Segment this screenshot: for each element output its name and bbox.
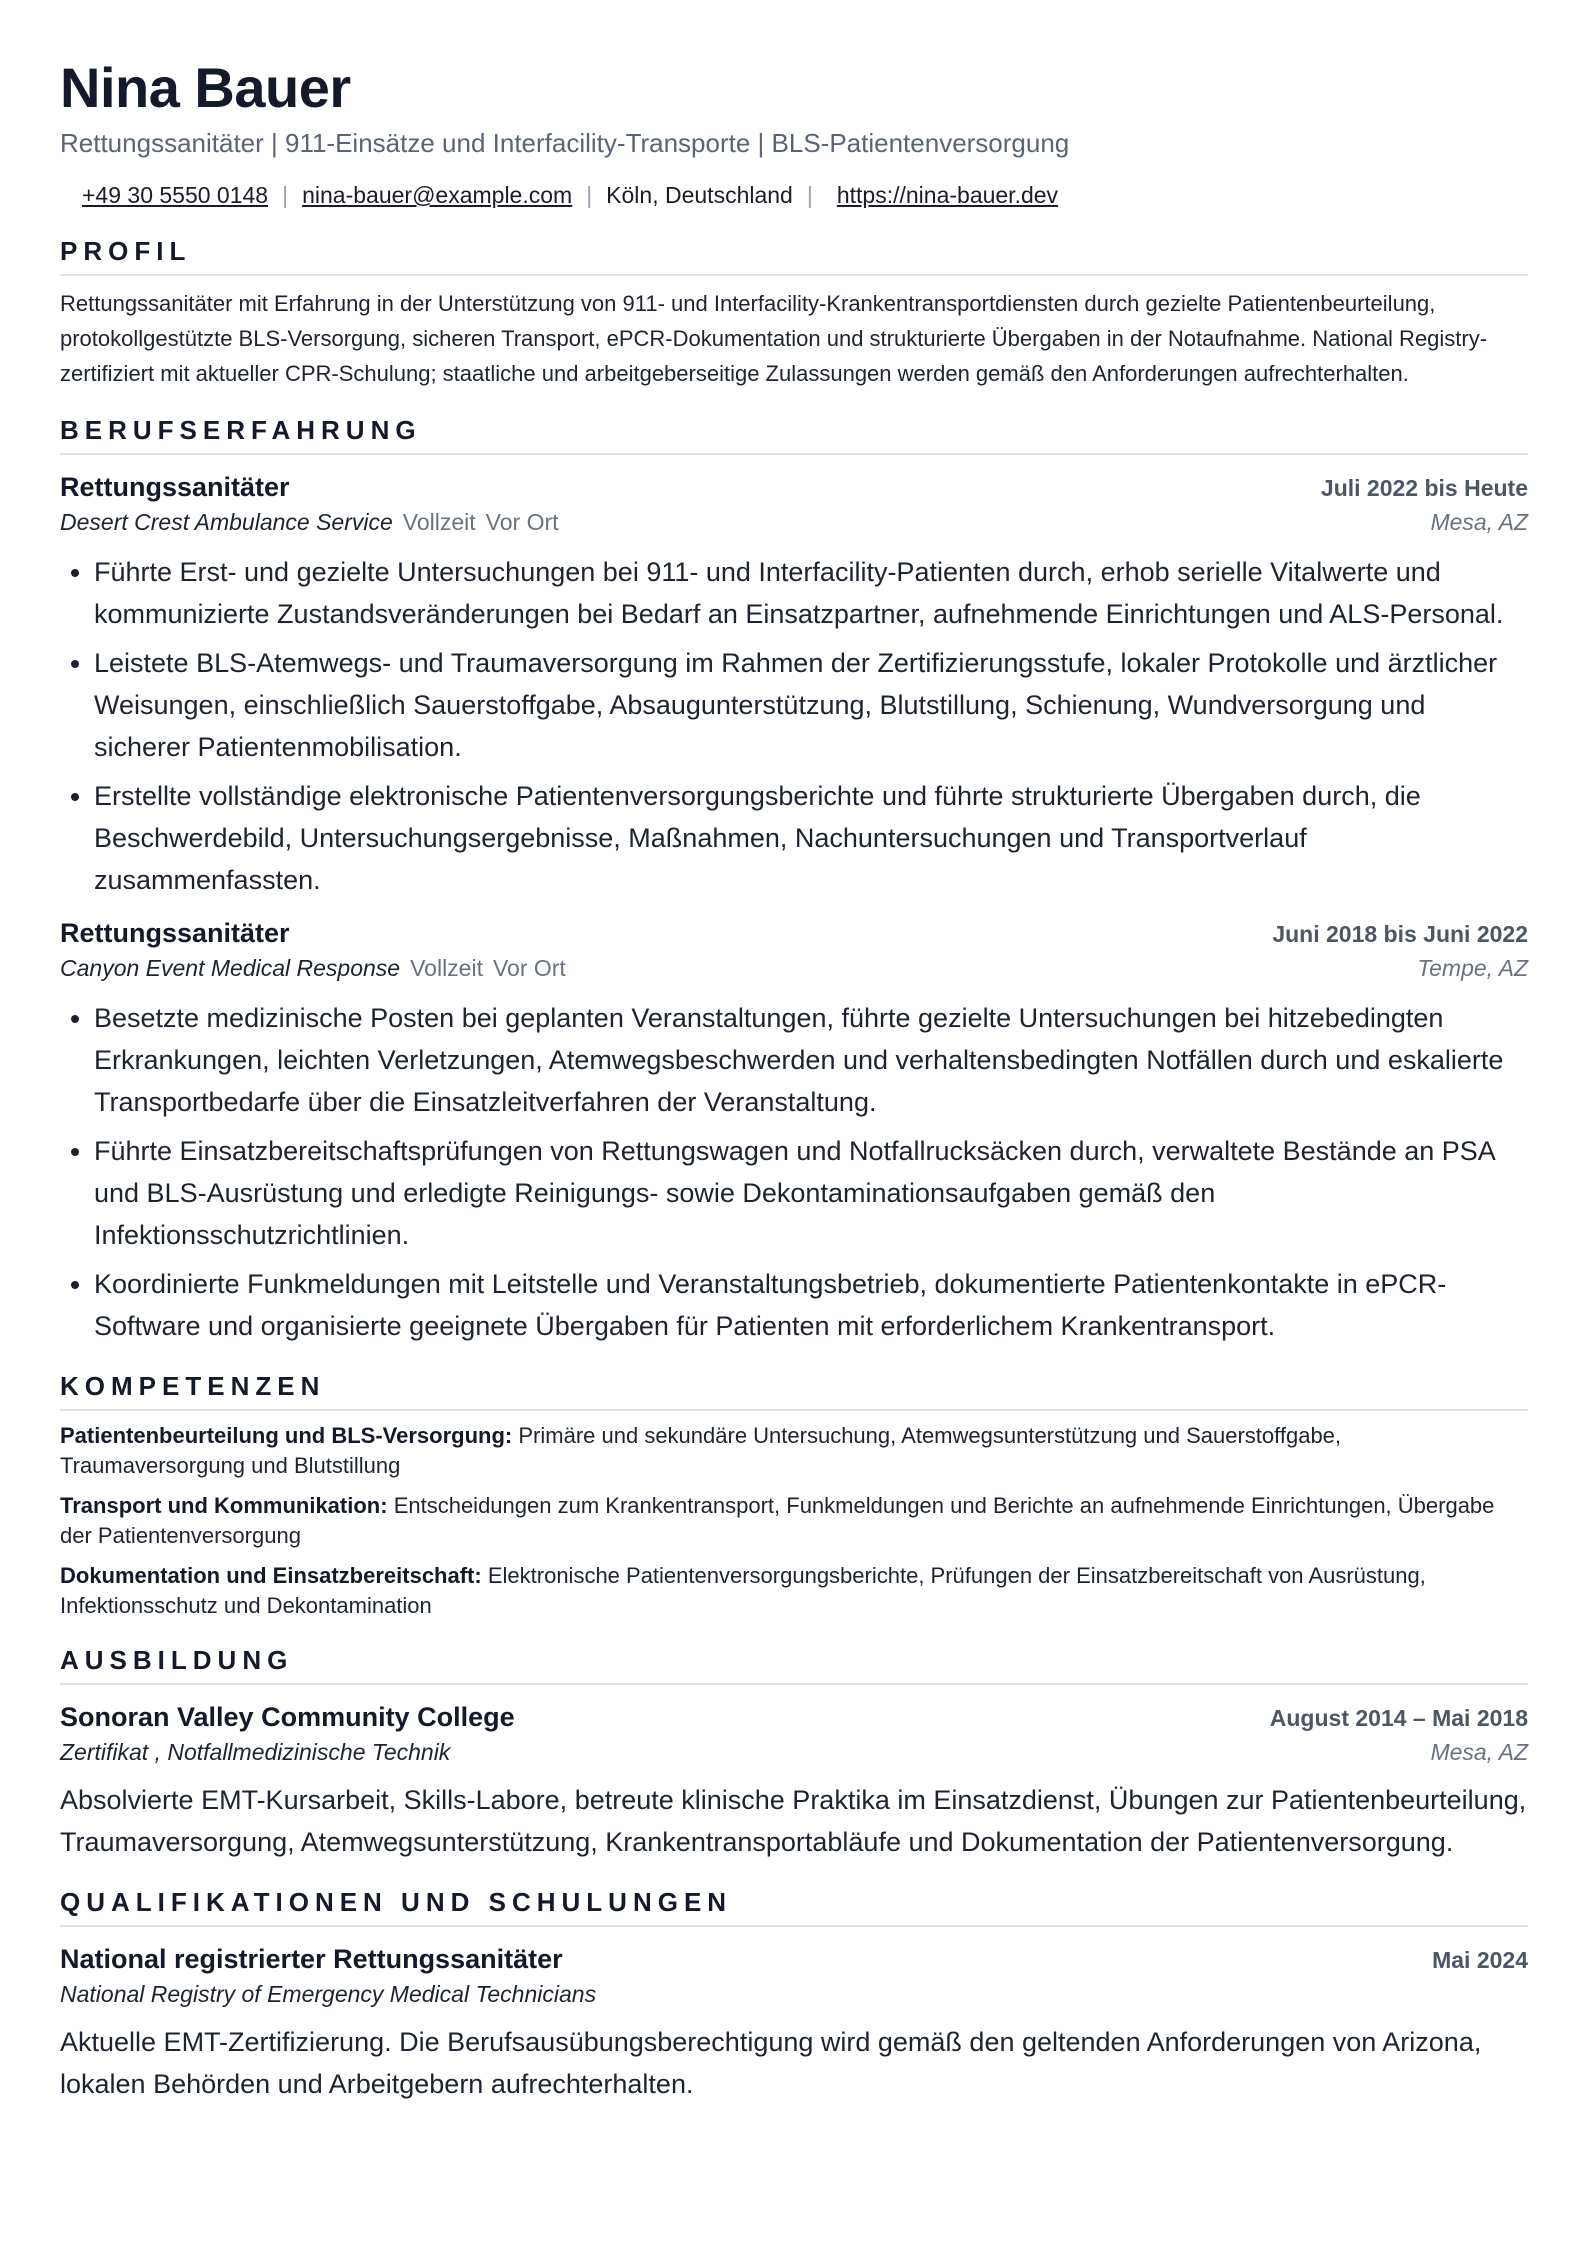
job-location: Tempe, AZ [1417, 955, 1528, 981]
education-location: Mesa, AZ [1430, 1739, 1528, 1765]
skill-label: Dokumentation und Einsatzbereitschaft: [60, 1563, 482, 1588]
contact-line [60, 178, 1528, 212]
profile-section [60, 234, 1528, 391]
candidate-name: Nina Bauer [60, 56, 351, 119]
skill-text: Elektronische Patientenversorgungsberichte, Prüfungen der Einsatzbereitschaft von Ausrüstung, Infektionsschutz und Dekontamination [60, 1563, 1426, 1618]
contact-separator: | [282, 182, 289, 208]
skill-item [60, 1421, 1528, 1481]
education-date: August 2014 – Mai 2018 [1269, 1705, 1528, 1731]
job-type: Vollzeit [402, 509, 476, 535]
job-bullet: • Leistete BLS-Atemwegs- und Traumaversorgung im Rahmen der Zertifizierungsstufe, lokaler Protokolle und ärztlicher Weisungen, einschließlich Sauerstoffgabe, Absaugunterstützung, Blutstillung, Schienung, Wundversorgung und sicherer Patientenmobilisation. [94, 642, 1528, 768]
job-mode: Vor Ort [492, 955, 566, 981]
phone-link[interactable]: +49 30 5550 0148 [82, 182, 269, 208]
section-title: AUSBILDUNG [60, 1643, 1528, 1685]
job-company: Desert Crest Ambulance Service [60, 509, 393, 535]
certification-issuer: National Registry of Emergency Medical Technicians [60, 1981, 597, 2007]
job-type: Vollzeit [410, 955, 483, 981]
job-date: Juli 2022 bis Heute [1320, 475, 1528, 501]
skills-section [60, 1369, 1528, 1621]
website-link[interactable]: https://nina-bauer.dev [836, 182, 1059, 208]
certification-name: National registrierter Rettungssanitäter [60, 1944, 563, 1974]
experience-section [60, 413, 1528, 1347]
job-bullet: • Erstellte vollständige elektronische Patientenversorgungsberichte und führte strukturierte Übergaben durch, die Beschwerdebild, Untersuchungsergebnisse, Maßnahmen, Nachuntersuchungen und Transportverlauf zusammenfassten. [94, 775, 1528, 901]
section-title: PROFIL [60, 234, 1528, 276]
location-text: Köln, Deutschland [606, 182, 793, 208]
job-location: Mesa, AZ [1430, 509, 1528, 535]
school-name: Sonoran Valley Community College [60, 1702, 515, 1732]
education-section [60, 1643, 1528, 1863]
section-title: KOMPETENZEN [60, 1369, 1528, 1411]
certification-description: Aktuelle EMT-Zertifizierung. Die Berufsausübungsberechtigung wird gemäß den geltenden Anforderungen von Arizona, lokalen Behörden und Arbeitgebern aufrechterhalten. [60, 2027, 1482, 2099]
skill-text: Entscheidungen zum Krankentransport, Funkmeldungen und Berichte an aufnehmende Einrichtungen, Übergabe der Patientenversorgung [60, 1493, 1495, 1548]
certification-date: Mai 2024 [1432, 1947, 1528, 1973]
job-title: Rettungssanitäter [60, 472, 290, 502]
education-description: Absolvierte EMT-Kursarbeit, Skills-Labore, betreute klinische Praktika im Einsatzdienst, Übungen zur Patientenbeurteilung, Traumaversorgung, Atemwegsunterstützung, Krankentransportabläufe und Dokumentation der Patientenversorgung. [60, 1785, 1527, 1857]
job-company: Canyon Event Medical Response [60, 955, 401, 981]
job-bullet: • Führte Erst- und gezielte Untersuchungen bei 911- und Interfacility-Patienten durch, erhob serielle Vitalwerte und kommunizierte Zustandsveränderungen bei Bedarf an Einsatzpartner, aufnehmende Einrichtungen und ALS-Personal. [94, 551, 1528, 635]
job-mode: Vor Ort [485, 509, 559, 535]
resume-header [60, 56, 1528, 212]
job-entry [60, 469, 1528, 901]
candidate-headline: Rettungssanitäter | 911-Einsätze und Interfacility-Transporte | BLS-Patientenversorgung [60, 128, 1070, 158]
job-bullet: • Besetzte medizinische Posten bei geplanten Veranstaltungen, führte gezielte Untersuchungen bei hitzebedingten Erkrankungen, leichten Verletzungen, Atemwegsbeschwerden und verhaltensbedingten Notfällen durch und eskalierte Transportbedarfe über die Einsatzleitverfahren der Veranstaltung. [94, 997, 1528, 1123]
profile-text: Rettungssanitäter mit Erfahrung in der Unterstützung von 911- und Interfacility-Krankentransportdiensten durch gezielte Patientenbeurteilung, protokollgestützte BLS-Versorgung, sicheren Transport, ePCR-Dokumentation und strukturierte Übergaben in der Notaufnahme. National Registry-zertifiziert mit aktueller CPR-Schulung; staatliche und arbeitgeberseitige Zulassungen werden gemäß den Anforderungen aufrechterhalten. [60, 291, 1488, 386]
section-title: QUALIFIKATIONEN UND SCHULUNGEN [60, 1885, 1528, 1927]
skill-item [60, 1491, 1528, 1551]
job-bullets [60, 551, 1528, 901]
skill-item [60, 1561, 1528, 1621]
job-title: Rettungssanitäter [60, 918, 290, 948]
section-title: BERUFSERFAHRUNG [60, 413, 1528, 455]
job-bullet: • Führte Einsatzbereitschaftsprüfungen von Rettungswagen und Notfallrucksäcken durch, verwaltete Bestände an PSA und BLS-Ausrüstung und erledigte Reinigungs- sowie Dekontaminationsaufgaben gemäß den Infektionsschutzrichtlinien. [94, 1130, 1528, 1256]
job-bullet: • Koordinierte Funkmeldungen mit Leitstelle und Veranstaltungsbetrieb, dokumentierte Patientenkontakte in ePCR-Software und organisierte geeignete Übergaben für Patienten mit erforderlichem Krankentransport. [94, 1263, 1528, 1347]
contact-separator: | [806, 182, 813, 208]
skill-label: Transport und Kommunikation: [60, 1493, 388, 1518]
contact-separator: | [586, 182, 593, 208]
job-date: Juni 2018 bis Juni 2022 [1272, 921, 1528, 947]
email-link[interactable]: nina-bauer@example.com [302, 182, 573, 208]
degree-text: Zertifikat , Notfallmedizinische Technik [60, 1739, 451, 1765]
skill-label: Patientenbeurteilung und BLS-Versorgung: [60, 1423, 513, 1448]
certifications-section [60, 1885, 1528, 2105]
job-bullets [60, 997, 1528, 1347]
job-entry [60, 915, 1528, 1347]
skill-text: Primäre und sekundäre Untersuchung, Atemwegsunterstützung und Sauerstoffgabe, Traumaversorgung und Blutstillung [60, 1423, 1342, 1478]
